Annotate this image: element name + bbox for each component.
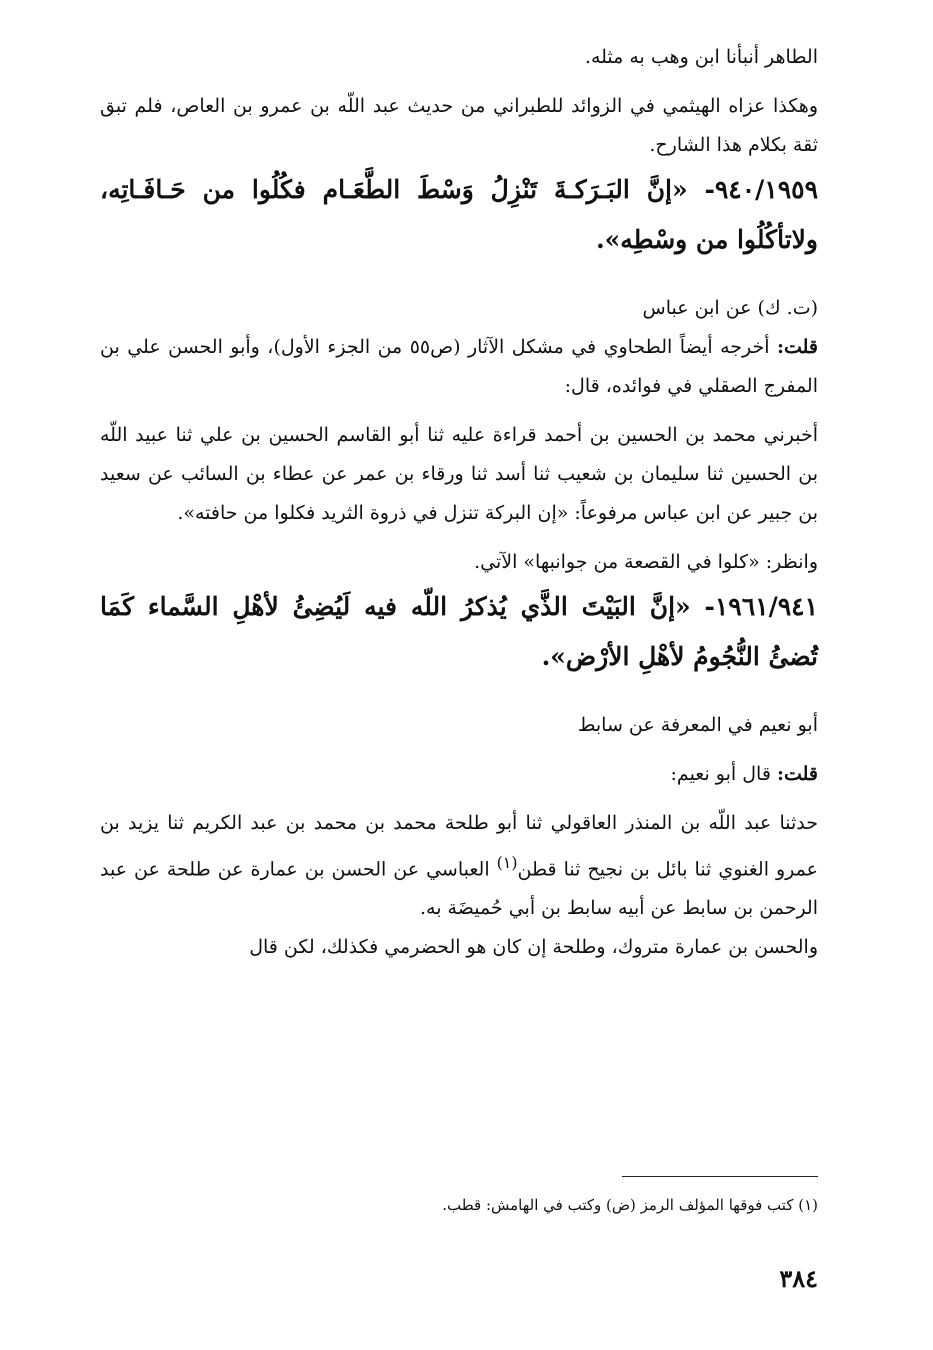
page-body: [100, 38, 818, 967]
comment-1-text: أخرجه أيضاً الطحاوي في مشكل الآثار (ص٥٥ من الجزء الأول)، وأبو الحسن علي بن المفرج الصقلي في فوائده، قال:: [100, 336, 818, 397]
paragraph-5: [100, 804, 818, 928]
paragraph-1: الطاهر أنبأنا ابن وهب به مثله.: [584, 46, 818, 68]
comment-2-text: قال أبو نعيم:: [670, 763, 777, 785]
paragraph-5-part-b: العباسي عن الحسن بن عمارة عن طلحة عن عبد الرحمن بن سابط عن أبيه سابط بن أبي حُميضَة به.: [100, 858, 818, 920]
footnote: (١) كتب فوقها المؤلف الرمز (ض) وكتب في الهامش: قطب.: [442, 1196, 818, 1214]
hadith-940-source: (ت. ك) عن ابن عباس: [642, 297, 818, 319]
footnote-divider: [622, 1176, 818, 1177]
paragraph-4: وانظر: «كلوا في القصعة من جوانبها» الآتي.: [474, 551, 818, 573]
page-number: ٣٨٤: [779, 1264, 818, 1293]
comment-2-label: قلت:: [776, 763, 818, 785]
hadith-941-source: أبو نعيم في المعرفة عن سابط: [577, 714, 818, 736]
comment-1-label: قلت:: [776, 336, 818, 358]
paragraph-6: والحسن بن عمارة متروك، وطلحة إن كان هو الحضرمي فكذلك، لكن قال: [249, 936, 818, 959]
paragraph-3: أخبرني محمد بن الحسين بن أحمد قراءة عليه ثنا أبو القاسم الحسين بن علي ثنا عبيد اللّه بن الحسين ثنا سليمان بن شعيب ثنا أسد ثنا ورقاء بن عمر عن عطاء بن السائب عن سعيد بن جبير عن ابن عباس مرفوعاً: «إن البركة تنزل في ذروة الثريد فكلوا من حافته».: [100, 424, 818, 524]
comment-1: [100, 328, 818, 406]
comment-2: [100, 755, 818, 794]
hadith-940: ٩٤٠/١٩٥٩- «إنَّ البَـرَكـةَ تَنْزِلُ وَسْطَ الطَّعَـام فكُلُوا من حَـافَـاتِه، ولاتأكُلُوا من وسْطِه».: [100, 175, 818, 254]
footnote-marker: (١): [496, 853, 518, 872]
paragraph-5-part-a: حدثنا عبد اللّه بن المنذر العاقولي ثنا أبو طلحة محمد بن محمد بن عبد الكريم ثنا يزيد بن عمرو الغنوي ثنا بائل بن نجيح ثنا قطن: [100, 812, 818, 881]
paragraph-2: وهكذا عزاه الهيثمي في الزوائد للطبراني من حديث عبد اللّه بن عمرو بن العاص، فلم تبق ثقة بكلام هذا الشارح.: [100, 95, 818, 156]
hadith-941: ١٩٦١/٩٤١- «إنَّ البَيْتَ الذَّي يُذكرُ اللّه فيه لَيُضِئُ لأهْلِ السَّماء كَمَا تُضئُ النُّجُومُ لأهْلِ الأرْض».: [100, 592, 818, 671]
